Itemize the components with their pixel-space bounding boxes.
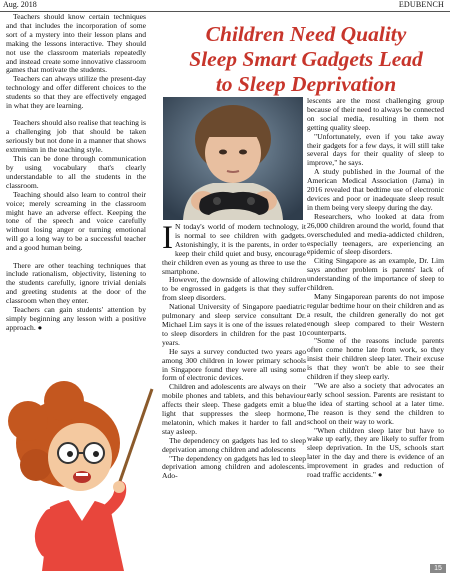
paragraph: Teachers can always utilize the present-day technology and offer different choices to the students so that they are effectively engaged in what they are learning.: [6, 74, 146, 111]
paragraph: This can be done through communication by using vocabulary that's clearly understandable to all the students in the classroom.: [6, 154, 146, 190]
paragraph: However, the downside of allowing children to be engrossed in gadgets is that they suffer from sleep disorders.: [162, 275, 306, 303]
drop-cap: I: [162, 220, 173, 256]
paragraph: He says a survey conducted two years ago among 300 children in lower primary schools in Singapore found they were all using some form of electronic devices.: [162, 346, 306, 383]
paragraph: "We are also a society that advocates an early school session. Parents are resistant to the idea of starting school at a later time. The reason is they send the children to school on their way to work.: [307, 381, 444, 426]
running-header: [0, 0, 450, 12]
paragraph: Many Singaporean parents do not impose regular bedtime hour on their children and as a result, the children generally do not get enough sleep compared to their Western counterparts.: [307, 291, 444, 337]
paragraph: Citing Singapore as an example, Dr. Lim says another problem is parents' lack of understanding of the importance of sleep to children.: [307, 256, 444, 293]
column-middle: [162, 220, 306, 481]
paragraph: lescents are the most challenging group because of their need to always be connected on social media, resulting in them not getting quality sleep.: [307, 96, 444, 132]
paragraph: Teachers should also realise that teaching is a challenging job that should be taken seriously but not done in a manner that shows extremism in the teaching style.: [6, 118, 146, 155]
issue-date: Aug. 2018: [3, 0, 37, 9]
lead-paragraph: [162, 220, 306, 276]
teacher-cartoon-illustration: [6, 375, 156, 571]
paragraph: Teaching should also learn to control their voice; merely screaming in the classroom might have an adverse effect. Keeping the tone of the speech and voice carefully without losing anger or turning emotional will go a long way to be a successful teacher and a good human being.: [6, 189, 146, 253]
paragraph: "The dependency on gadgets has led to sleep deprivation among children and adolescents. Ado-: [162, 453, 306, 481]
paragraph: Teachers can gain students' attention by simply beginning any lesson with a positive approach. ●: [6, 305, 146, 332]
paragraph: Teachers should know certain techniques and that includes the incorporation of some sort of a mystery into their lesson plans and making the lessons interactive. They should not use the classroom materials repeatedly and instead create some innovative classroom games that motivate the students.: [6, 12, 146, 75]
lead-text: N today's world of modern technology, it is normal to see children with gadgets. Astonishingly, it is the parents, in order to keep their child quiet and busy, encourage their children even as young as three to use the smartphone.: [162, 222, 306, 276]
headline-line: to Sleep Deprivation: [215, 72, 397, 96]
page-number: 15: [430, 564, 446, 573]
paragraph: "Unfortunately, even if you take away their gadgets for a few days, it will still take several days for their quality of sleep to improve," he says.: [307, 131, 444, 168]
column-right: [307, 97, 444, 480]
child-with-gamepad-photo: [163, 97, 303, 220]
paragraph: There are other teaching techniques that include rationalism, objectivity, listening to the students carefully, ignore trivial denials and greeting students at the door of the classroom when they enter.: [6, 260, 146, 306]
paragraph: "Some of the reasons include parents often come home late from work, so they insist their children sleep later. Their excuse is that they won't be able to see their children if they sleep early.: [307, 336, 444, 382]
paragraph: Children and adolescents are always on their mobile phones and tablets, and this behaviour affects their sleep. These gadgets emit a blue light that suppresses the sleep hormone, melatonin, which makes it harder to fall and stay asleep.: [162, 382, 306, 436]
headline-line: Sleep Smart Gadgets Lead: [189, 47, 423, 71]
paragraph: Researchers, who looked at data from 26,000 children around the world, found that overscheduled and media-addicted children, especially teenagers, are experiencing an epidemic of sleep disorders.: [307, 211, 444, 257]
paragraph: National University of Singapore paediatric pulmonary and sleep service consultant Dr. Michael Lim says it is one of the issues related to sleep disorders in children for the past 10 years.: [162, 302, 306, 347]
column-left: [6, 13, 146, 333]
headline-line: Children Need Quality: [205, 22, 407, 46]
article-headline: [166, 22, 446, 97]
paragraph: A study published in the Journal of the American Medical Association (Jama) in 2016 revealed that bedtime use of electronic devices and poor or inadequate sleep result in them being very sleepy during the day.: [307, 167, 444, 212]
paragraph: "When children sleep later but have to wake up early, they are likely to suffer from sleep deprivation. In the US, schools start later in the day and there is evidence of an improvement in grades and reduction of road traffic accidents." ●: [307, 425, 444, 480]
paragraph: The dependency on gadgets has led to sleep deprivation among children and adolescents: [162, 435, 306, 454]
publication-name: EDUBENCH: [398, 0, 444, 9]
